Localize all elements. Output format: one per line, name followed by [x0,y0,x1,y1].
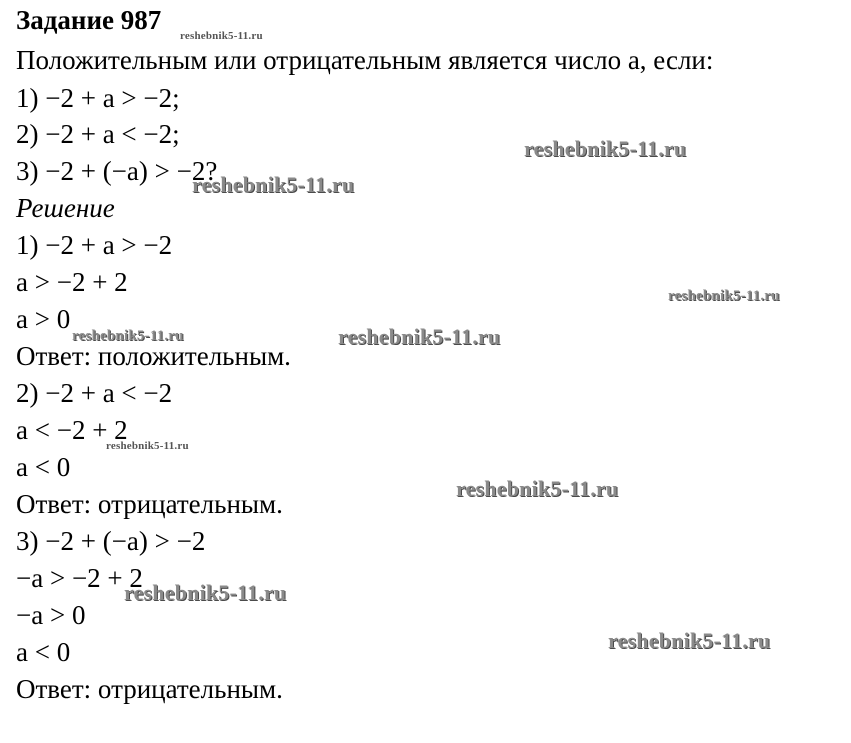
solution-line: −a > 0 [16,600,86,630]
condition-2: 2) −2 + a < −2; [16,119,180,149]
solution-line: a > −2 + 2 [16,267,128,297]
solution-line: 2) −2 + a < −2 [16,378,173,408]
solution-heading: Решение [16,193,115,223]
solution-line: −a > −2 + 2 [16,563,143,593]
task-title: Задание 987 [16,5,162,35]
solution-line: a < −2 + 2 [16,415,128,445]
solution-line: a < 0 [16,452,71,482]
watermark: reshebnik5-11.ru [192,172,355,197]
solution-line: 1) −2 + a > −2 [16,230,173,260]
watermark: reshebnik5-11.ru [72,328,184,344]
answer-1: Ответ: положительным. [16,341,291,371]
answer-3: Ответ: отрицательным. [16,674,283,704]
solution-line: 3) −2 + (−a) > −2 [16,526,206,556]
watermark: reshebnik5-11.ru [338,324,501,349]
task-question: Положительным или отрицательным является число a, если: [16,45,714,75]
condition-3: 3) −2 + (−a) > −2? [16,156,218,186]
condition-1: 1) −2 + a > −2; [16,83,180,113]
watermark: reshebnik5-11.ru [524,136,687,161]
solution-line: a < 0 [16,637,71,667]
watermark: reshebnik5-11.ru [456,476,619,501]
watermark: reshebnik5-11.ru [608,628,771,653]
watermark: reshebnik5-11.ru [106,440,189,452]
watermark: reshebnik5-11.ru [668,288,780,304]
watermark: reshebnik5-11.ru [180,30,263,42]
answer-2: Ответ: отрицательным. [16,489,283,519]
watermark: reshebnik5-11.ru [124,580,287,605]
solution-line: a > 0 [16,304,71,334]
